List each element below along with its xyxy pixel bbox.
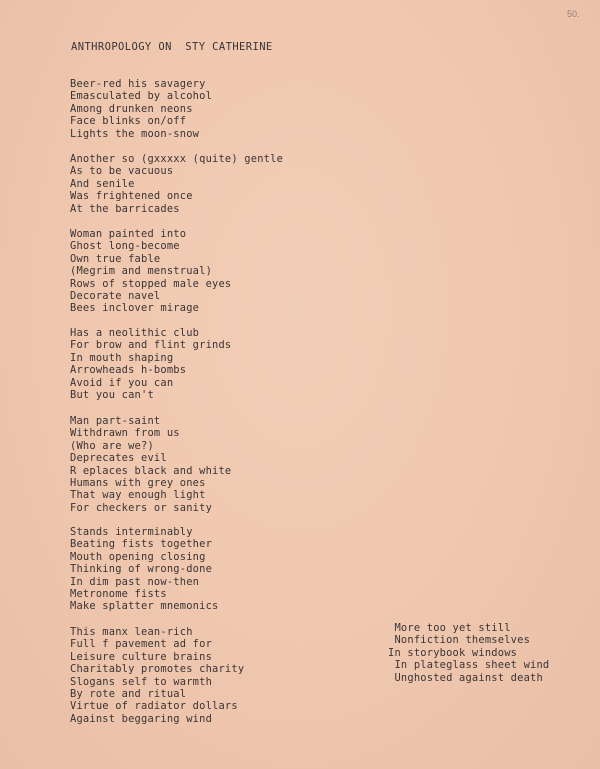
poem-line: Own true fable (70, 252, 161, 265)
stanza-6 (70, 526, 218, 613)
stanza-2 (70, 153, 283, 215)
poem-line: Has a neolithic club (70, 327, 200, 339)
poem-title: ANTHROPOLOGY ON STY CATHERINE (71, 41, 273, 53)
poem-line: Was frightened once (70, 190, 193, 203)
poem-line: As to be vacuous (70, 165, 174, 178)
poem-line: Against beggaring wind (70, 712, 213, 725)
poem-line: Decorate navel (70, 290, 161, 303)
poem-line: Lights the moon-snow (70, 127, 200, 140)
poem-line: Mouth opening closing (70, 550, 206, 563)
poem-line: (Who are we?) (70, 439, 154, 452)
poem-line: Slogans self to warmth (70, 675, 213, 688)
poem-line: Leisure culture brains (70, 650, 213, 663)
poem-line: Emasculated by alcohol (70, 90, 213, 103)
poem-line: Beating fists together (70, 538, 213, 551)
poem-line: In dim past now-then (70, 575, 200, 588)
stanza-5 (70, 415, 231, 514)
poem-line: In storybook windows (388, 646, 518, 659)
poem-line: In mouth shaping (70, 351, 174, 364)
poem-line: Stands interminably (70, 526, 193, 538)
poem-line: Another so (gxxxxx (quite) gentle (70, 153, 284, 165)
poem-line: Rows of stopped male eyes (70, 277, 232, 290)
stanza-7 (70, 626, 244, 725)
poem-line: Bees inclover mirage (70, 302, 200, 315)
poem-line: Nonfiction themselves (388, 634, 531, 647)
poem-line: In plateglass sheet wind (388, 659, 550, 672)
poem-line: More too yet still (388, 622, 511, 634)
poem-line: Withdrawn from us (70, 427, 180, 440)
poem-line: (Megrim and menstrual) (70, 265, 213, 278)
poem-line: And senile (70, 177, 135, 190)
poem-line: Make splatter mnemonics (70, 600, 219, 613)
poem-line: Charitably promotes charity (70, 663, 245, 676)
poem-line: For checkers or sanity (70, 501, 213, 514)
poem-line: This manx lean-rich (70, 626, 193, 638)
poem-line: Face blinks on/off (70, 115, 187, 128)
poem-line: Full f pavement ad for (70, 638, 213, 651)
stanza-1 (70, 78, 212, 140)
poem-line: For brow and flint grinds (70, 339, 232, 352)
poem-line: Avoid if you can (70, 376, 174, 389)
poem-line: Deprecates evil (70, 452, 167, 465)
stanza-3 (70, 228, 231, 315)
poem-line: By rote and ritual (70, 688, 187, 701)
poem-line: Among drunken neons (70, 102, 193, 115)
poem-line: Man part-saint (70, 415, 161, 427)
poem-line: Arrowheads h-bombs (70, 364, 187, 377)
poem-line: Beer-red his savagery (70, 78, 206, 90)
poem-line: Thinking of wrong-done (70, 563, 213, 576)
poem-line: Virtue of radiator dollars (70, 700, 238, 713)
poem-line: Woman painted into (70, 228, 187, 240)
poem-line: Unghosted against death (388, 671, 543, 684)
poem-line: But you can't (70, 389, 154, 402)
poem-line: Metronome fists (70, 588, 167, 601)
poem-line: That way enough light (70, 489, 206, 502)
poem-line: R eplaces black and white (70, 464, 232, 477)
poem-line: Humans with grey ones (70, 477, 206, 490)
poem-line: At the barricades (70, 202, 180, 215)
stanza-4 (70, 327, 231, 401)
poem-line: Ghost long-become (70, 240, 180, 253)
page-number: 50. (567, 9, 580, 19)
right-column-stanza (388, 622, 549, 684)
